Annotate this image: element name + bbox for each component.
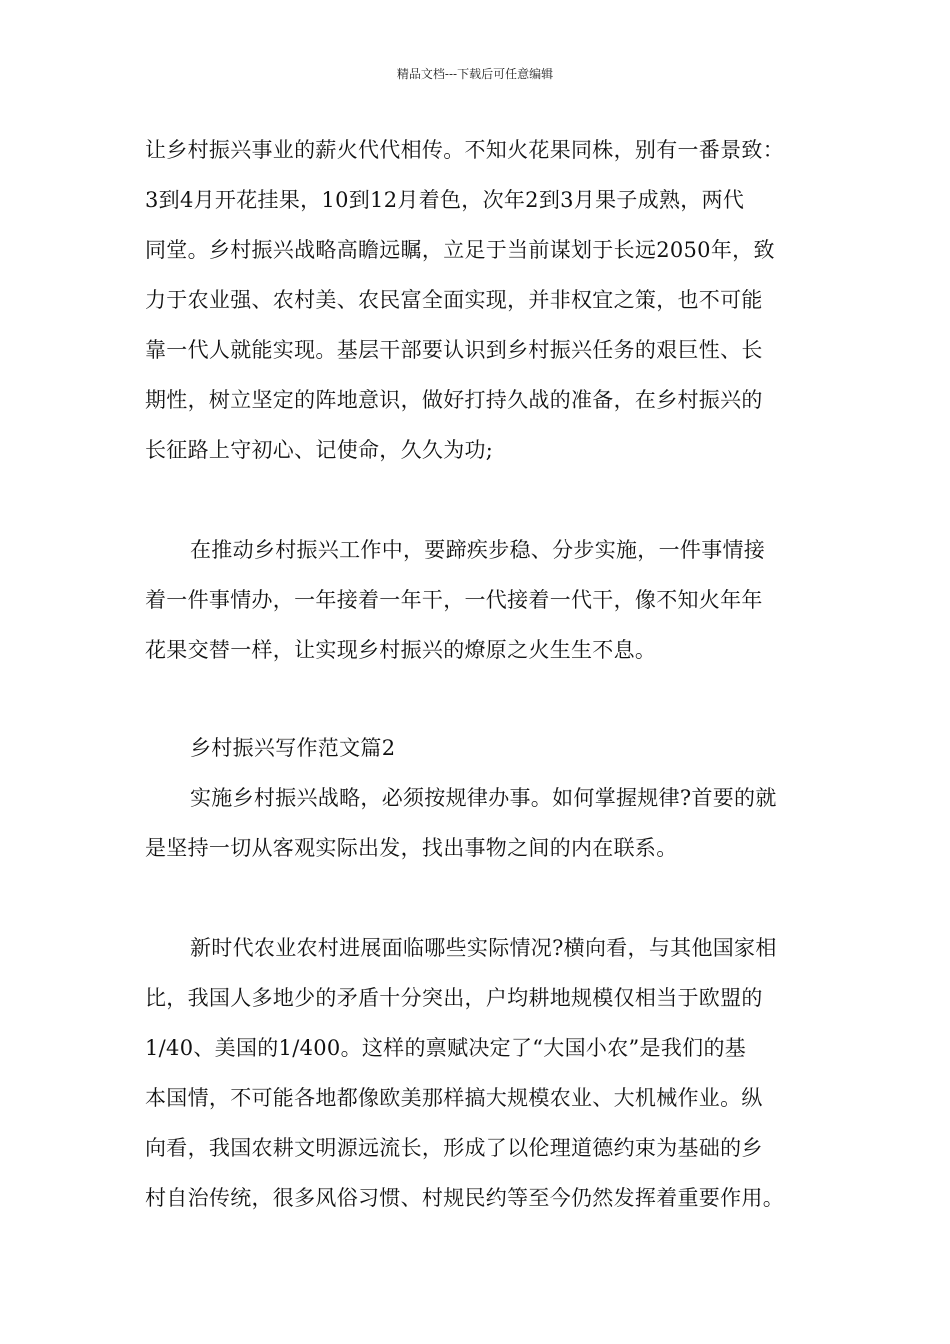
text-line: 1/40、美国的1/400。这样的禀赋决定了“大国小农”是我们的基 [145,1036,747,1060]
text-line: 村自治传统，很多风俗习惯、村规民约等至今仍然发挥着重要作用。 [145,1186,784,1210]
text-line: 让乡村振兴事业的薪火代代相传。不知火花果同株，别有一番景致： [145,138,784,162]
section-title: 乡村振兴写作范文篇2 [190,736,396,760]
text-line: 是坚持一切从客观实际出发，找出事物之间的内在联系。 [145,836,678,860]
text-line: 本国情，不可能各地都像欧美那样搞大规模农业、大机械作业。纵 [145,1086,763,1110]
paragraph-first-line: 在推动乡村振兴工作中，要蹄疾步稳、分步实施，一件事情接 [190,538,766,562]
text-line: 靠一代人就能实现。基层干部要认识到乡村振兴任务的艰巨性、长 [145,338,763,362]
text-line: 着一件事情办，一年接着一年干，一代接着一代干，像不知火年年 [145,588,763,612]
text-line: 向看，我国农耕文明源远流长，形成了以伦理道德约束为基础的乡 [145,1136,763,1160]
text-line: 期性，树立坚定的阵地意识，做好打持久战的准备，在乡村振兴的 [145,388,763,412]
text-line: 比，我国人多地少的矛盾十分突出，户均耕地规模仅相当于欧盟的 [145,986,763,1010]
text-line: 花果交替一样，让实现乡村振兴的燎原之火生生不息。 [145,638,657,662]
text-line: 同堂。乡村振兴战略高瞻远瞩，立足于当前谋划于长远2050年，致 [145,238,775,262]
paragraph-first-line: 实施乡村振兴战略，必须按规律办事。如何掌握规律?首要的就 [190,786,777,810]
text-line: 3到4月开花挂果，10到12月着色，次年2到3月果子成熟，两代 [145,188,745,212]
paragraph-first-line: 新时代农业农村进展面临哪些实际情况?横向看，与其他国家相 [190,936,777,960]
text-line: 长征路上守初心、记使命，久久为功; [145,438,494,462]
text-line: 力于农业强、农村美、农民富全面实现，并非权宜之策，也不可能 [145,288,763,312]
page-header: 精品文档---下载后可任意编辑 [396,67,554,81]
